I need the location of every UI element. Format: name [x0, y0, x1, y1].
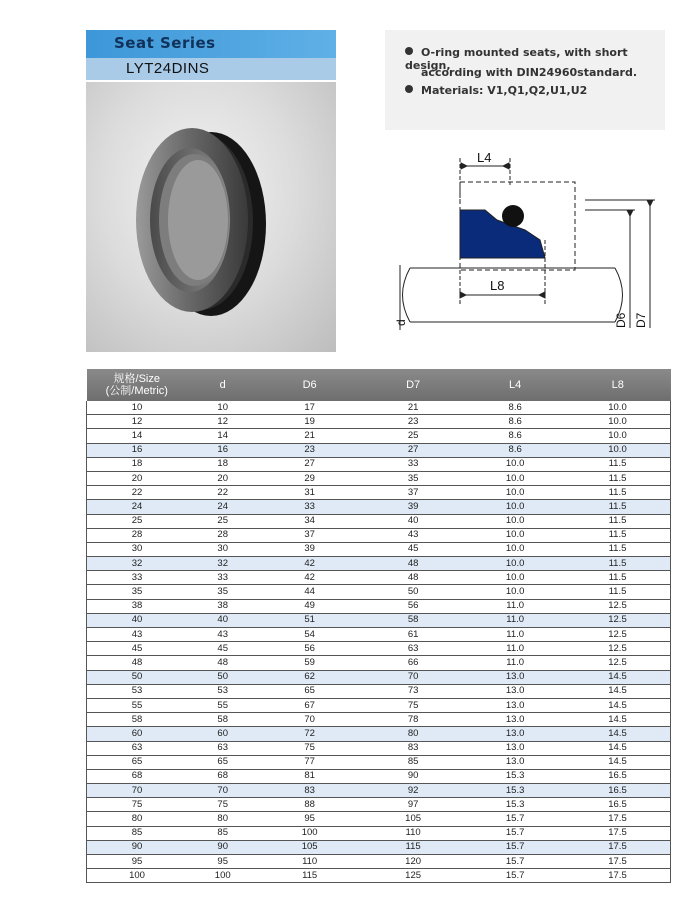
table-cell: 28	[187, 528, 258, 542]
table-cell: 13.0	[465, 698, 565, 712]
table-cell: 33	[361, 457, 465, 471]
table-cell: 55	[87, 698, 188, 712]
table-cell: 39	[361, 500, 465, 514]
table-cell: 53	[87, 684, 188, 698]
table-row	[87, 855, 671, 869]
table-cell: 28	[87, 528, 188, 542]
table-row	[87, 713, 671, 727]
table-cell: 12	[187, 415, 258, 429]
table-cell: 88	[258, 798, 360, 812]
table-cell: 70	[187, 784, 258, 798]
table-cell: 14	[187, 429, 258, 443]
table-cell: 85	[187, 826, 258, 840]
info-bullet-1: O-ring mounted seats, with short design,	[405, 46, 628, 72]
table-cell: 10.0	[465, 571, 565, 585]
table-cell: 110	[258, 855, 360, 869]
seal-ring-image	[86, 82, 336, 352]
table-cell: 58	[187, 713, 258, 727]
table-cell: 62	[258, 670, 360, 684]
table-cell: 90	[361, 769, 465, 783]
table-cell: 11.0	[465, 599, 565, 613]
table-cell: 22	[187, 486, 258, 500]
table-cell: 42	[258, 571, 360, 585]
table-row	[87, 457, 671, 471]
table-cell: 40	[87, 613, 188, 627]
table-cell: 10.0	[465, 542, 565, 556]
table-cell: 48	[187, 656, 258, 670]
model-name: LYT24DINS	[126, 60, 210, 77]
table-cell: 12	[87, 415, 188, 429]
table-cell: 85	[361, 755, 465, 769]
table-cell: 20	[187, 471, 258, 485]
table-cell: 37	[258, 528, 360, 542]
table-cell: 35	[187, 585, 258, 599]
table-cell: 18	[187, 457, 258, 471]
table-cell: 10	[87, 401, 188, 415]
table-cell: 11.0	[465, 656, 565, 670]
table-cell: 29	[258, 471, 360, 485]
table-cell: 10	[187, 401, 258, 415]
table-cell: 100	[87, 869, 188, 883]
table-cell: 97	[361, 798, 465, 812]
table-cell: 14	[87, 429, 188, 443]
table-cell: 77	[258, 755, 360, 769]
table-row	[87, 826, 671, 840]
table-cell: 13.0	[465, 741, 565, 755]
table-row	[87, 401, 671, 415]
table-cell: 15.7	[465, 812, 565, 826]
table-cell: 10.0	[565, 443, 671, 457]
table-row	[87, 656, 671, 670]
table-cell: 33	[87, 571, 188, 585]
table-cell: 45	[87, 642, 188, 656]
table-cell: 11.5	[565, 500, 671, 514]
table-cell: 13.0	[465, 713, 565, 727]
table-cell: 92	[361, 784, 465, 798]
table-cell: 42	[258, 557, 360, 571]
table-row	[87, 769, 671, 783]
table-cell: 95	[258, 812, 360, 826]
table-cell: 10.0	[465, 514, 565, 528]
table-cell: 39	[258, 542, 360, 556]
table-cell: 51	[258, 613, 360, 627]
table-cell: 105	[258, 840, 360, 854]
table-cell: 30	[87, 542, 188, 556]
table-cell: 23	[258, 443, 360, 457]
table-row	[87, 486, 671, 500]
table-cell: 100	[258, 826, 360, 840]
table-cell: 11.5	[565, 528, 671, 542]
table-cell: 90	[87, 840, 188, 854]
table-cell: 105	[361, 812, 465, 826]
table-cell: 25	[87, 514, 188, 528]
table-cell: 14.5	[565, 727, 671, 741]
col-d7: D7	[361, 369, 465, 401]
series-title: Seat Series	[114, 34, 216, 52]
table-cell: 95	[87, 855, 188, 869]
table-cell: 10.0	[465, 457, 565, 471]
table-cell: 32	[87, 557, 188, 571]
table-cell: 63	[87, 741, 188, 755]
table-cell: 40	[361, 514, 465, 528]
table-cell: 43	[187, 628, 258, 642]
table-cell: 100	[187, 869, 258, 883]
table-cell: 10.0	[465, 585, 565, 599]
table-cell: 80	[187, 812, 258, 826]
table-cell: 15.3	[465, 784, 565, 798]
table-cell: 48	[87, 656, 188, 670]
table-cell: 78	[361, 713, 465, 727]
table-row	[87, 784, 671, 798]
table-cell: 17	[258, 401, 360, 415]
table-cell: 72	[258, 727, 360, 741]
table-cell: 16.5	[565, 784, 671, 798]
table-cell: 70	[258, 713, 360, 727]
table-cell: 17.5	[565, 826, 671, 840]
table-cell: 31	[258, 486, 360, 500]
table-cell: 11.5	[565, 486, 671, 500]
table-cell: 58	[361, 613, 465, 627]
technical-drawing	[385, 140, 665, 350]
table-cell: 10.0	[465, 486, 565, 500]
table-cell: 17.5	[565, 812, 671, 826]
table-cell: 16.5	[565, 798, 671, 812]
table-cell: 11.0	[465, 628, 565, 642]
table-cell: 25	[361, 429, 465, 443]
table-cell: 10.0	[465, 500, 565, 514]
table-cell: 33	[187, 571, 258, 585]
table-cell: 55	[187, 698, 258, 712]
table-cell: 53	[187, 684, 258, 698]
table-cell: 24	[87, 500, 188, 514]
info-bullet-1-cont: according with DIN24960standard.	[421, 66, 638, 79]
table-cell: 11.5	[565, 542, 671, 556]
table-row	[87, 514, 671, 528]
table-cell: 70	[361, 670, 465, 684]
spec-table	[86, 369, 671, 883]
table-cell: 50	[361, 585, 465, 599]
table-row	[87, 798, 671, 812]
table-cell: 11.0	[465, 613, 565, 627]
table-cell: 60	[187, 727, 258, 741]
table-row	[87, 500, 671, 514]
table-row	[87, 557, 671, 571]
table-row	[87, 471, 671, 485]
table-cell: 15.3	[465, 798, 565, 812]
table-cell: 10.0	[565, 429, 671, 443]
table-cell: 14.5	[565, 684, 671, 698]
table-cell: 70	[87, 784, 188, 798]
table-cell: 14.5	[565, 698, 671, 712]
table-cell: 12.5	[565, 613, 671, 627]
table-cell: 10.0	[465, 557, 565, 571]
table-cell: 16	[87, 443, 188, 457]
table-cell: 35	[87, 585, 188, 599]
table-cell: 75	[187, 798, 258, 812]
table-cell: 38	[87, 599, 188, 613]
table-cell: 21	[361, 401, 465, 415]
table-cell: 12.5	[565, 656, 671, 670]
table-cell: 14.5	[565, 713, 671, 727]
table-row	[87, 628, 671, 642]
table-cell: 14.5	[565, 670, 671, 684]
table-cell: 83	[361, 741, 465, 755]
table-cell: 16	[187, 443, 258, 457]
table-cell: 13.0	[465, 670, 565, 684]
table-cell: 23	[361, 415, 465, 429]
table-cell: 15.7	[465, 855, 565, 869]
table-cell: 54	[258, 628, 360, 642]
table-row	[87, 869, 671, 883]
table-cell: 80	[87, 812, 188, 826]
table-cell: 63	[361, 642, 465, 656]
table-cell: 83	[258, 784, 360, 798]
table-row	[87, 528, 671, 542]
table-row	[87, 727, 671, 741]
table-cell: 75	[87, 798, 188, 812]
table-cell: 17.5	[565, 869, 671, 883]
table-cell: 22	[87, 486, 188, 500]
table-row	[87, 585, 671, 599]
table-cell: 120	[361, 855, 465, 869]
table-cell: 12.5	[565, 599, 671, 613]
table-cell: 12.5	[565, 642, 671, 656]
table-cell: 10.0	[565, 401, 671, 415]
label-l8: L8	[490, 278, 505, 293]
col-l4: L4	[465, 369, 565, 401]
table-cell: 11.5	[565, 571, 671, 585]
table-cell: 95	[187, 855, 258, 869]
table-cell: 58	[87, 713, 188, 727]
table-cell: 16.5	[565, 769, 671, 783]
table-cell: 13.0	[465, 727, 565, 741]
table-cell: 50	[87, 670, 188, 684]
table-row	[87, 415, 671, 429]
table-cell: 43	[87, 628, 188, 642]
table-cell: 11.0	[465, 642, 565, 656]
table-cell: 32	[187, 557, 258, 571]
table-cell: 85	[87, 826, 188, 840]
table-cell: 50	[187, 670, 258, 684]
table-cell: 11.5	[565, 585, 671, 599]
table-cell: 56	[258, 642, 360, 656]
col-d: d	[187, 369, 258, 401]
table-cell: 27	[258, 457, 360, 471]
table-row	[87, 684, 671, 698]
table-row	[87, 443, 671, 457]
table-cell: 61	[361, 628, 465, 642]
table-cell: 8.6	[465, 415, 565, 429]
series-banner	[86, 30, 336, 58]
table-cell: 75	[258, 741, 360, 755]
table-cell: 67	[258, 698, 360, 712]
table-cell: 11.5	[565, 557, 671, 571]
table-cell: 25	[187, 514, 258, 528]
table-cell: 37	[361, 486, 465, 500]
col-d6: D6	[258, 369, 360, 401]
table-cell: 59	[258, 656, 360, 670]
table-cell: 40	[187, 613, 258, 627]
table-cell: 8.6	[465, 429, 565, 443]
table-row	[87, 812, 671, 826]
table-cell: 125	[361, 869, 465, 883]
table-cell: 8.6	[465, 443, 565, 457]
table-cell: 48	[361, 571, 465, 585]
table-row	[87, 698, 671, 712]
table-cell: 30	[187, 542, 258, 556]
table-cell: 81	[258, 769, 360, 783]
table-cell: 17.5	[565, 855, 671, 869]
table-cell: 110	[361, 826, 465, 840]
table-cell: 11.5	[565, 457, 671, 471]
col-size: 规格/Size (公制/Metric)	[87, 369, 188, 401]
table-row	[87, 542, 671, 556]
table-cell: 11.5	[565, 514, 671, 528]
table-cell: 56	[361, 599, 465, 613]
table-cell: 33	[258, 500, 360, 514]
table-cell: 14.5	[565, 741, 671, 755]
table-cell: 115	[258, 869, 360, 883]
table-cell: 75	[361, 698, 465, 712]
table-row	[87, 670, 671, 684]
table-cell: 90	[187, 840, 258, 854]
table-cell: 34	[258, 514, 360, 528]
table-cell: 15.7	[465, 840, 565, 854]
table-cell: 27	[361, 443, 465, 457]
table-cell: 19	[258, 415, 360, 429]
table-row	[87, 613, 671, 627]
product-photo	[86, 82, 336, 352]
col-l8: L8	[565, 369, 671, 401]
table-cell: 80	[361, 727, 465, 741]
table-cell: 18	[87, 457, 188, 471]
table-cell: 13.0	[465, 755, 565, 769]
table-row	[87, 840, 671, 854]
table-header-row	[87, 369, 671, 401]
table-row	[87, 755, 671, 769]
table-cell: 10.0	[465, 528, 565, 542]
table-cell: 11.5	[565, 471, 671, 485]
table-cell: 66	[361, 656, 465, 670]
spec-table-body	[87, 401, 671, 883]
table-cell: 21	[258, 429, 360, 443]
table-cell: 38	[187, 599, 258, 613]
label-d: d	[394, 319, 408, 326]
table-cell: 44	[258, 585, 360, 599]
table-cell: 115	[361, 840, 465, 854]
table-cell: 49	[258, 599, 360, 613]
table-cell: 68	[87, 769, 188, 783]
label-l4: L4	[477, 150, 492, 165]
table-row	[87, 429, 671, 443]
table-cell: 68	[187, 769, 258, 783]
label-d7: D7	[634, 312, 648, 328]
table-cell: 20	[87, 471, 188, 485]
table-cell: 65	[187, 755, 258, 769]
table-row	[87, 741, 671, 755]
table-cell: 45	[187, 642, 258, 656]
info-bullet-2: Materials: V1,Q1,Q2,U1,U2	[405, 84, 587, 97]
table-cell: 65	[87, 755, 188, 769]
table-row	[87, 571, 671, 585]
table-cell: 60	[87, 727, 188, 741]
table-cell: 43	[361, 528, 465, 542]
table-row	[87, 642, 671, 656]
table-cell: 35	[361, 471, 465, 485]
table-cell: 48	[361, 557, 465, 571]
label-d6: D6	[614, 312, 628, 328]
table-row	[87, 599, 671, 613]
table-cell: 15.7	[465, 869, 565, 883]
model-banner	[86, 58, 336, 80]
table-cell: 63	[187, 741, 258, 755]
table-cell: 15.7	[465, 826, 565, 840]
table-cell: 10.0	[565, 415, 671, 429]
info-box	[385, 30, 665, 130]
table-cell: 8.6	[465, 401, 565, 415]
table-cell: 12.5	[565, 628, 671, 642]
table-cell: 65	[258, 684, 360, 698]
table-cell: 17.5	[565, 840, 671, 854]
table-cell: 13.0	[465, 684, 565, 698]
table-cell: 45	[361, 542, 465, 556]
table-cell: 15.3	[465, 769, 565, 783]
table-cell: 14.5	[565, 755, 671, 769]
table-cell: 10.0	[465, 471, 565, 485]
table-cell: 73	[361, 684, 465, 698]
table-cell: 24	[187, 500, 258, 514]
